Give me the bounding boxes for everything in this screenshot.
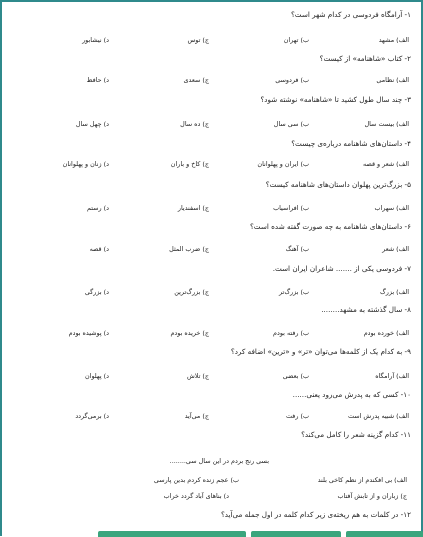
q7-option-b: ب) بزرگ‌تر (279, 288, 309, 296)
q2-option-c: ج) سعدی (183, 76, 209, 84)
q4-option-d: د) زنان و پهلوانان (62, 160, 109, 168)
q4-option-c: ج) کاخ و باران (170, 160, 209, 168)
q3-option-d: د) چهل سال (75, 120, 109, 128)
bottom-tab-bar (0, 526, 423, 536)
bottom-tab-2[interactable] (251, 531, 341, 537)
question-6: ۶- داستان‌های شاهنامه به چه صورت گفته شده است؟ (249, 222, 411, 231)
question-1: ۱- آرامگاه فردوسی در کدام شهر است؟ (290, 10, 411, 19)
q3-option-b: ب) سی سال (273, 120, 309, 128)
q1-option-c: ج) توس (187, 36, 209, 44)
question-3: ۳- چند سال طول کشید تا «شاهنامه» نوشته شود؟ (260, 95, 411, 104)
q10-option-b: ب) رفت (286, 412, 309, 420)
question-10: ۱۰- کسی که به پدرش می‌رود یعنی...... (292, 390, 411, 399)
q10-option-a: الف) شبیه پدرش است (348, 412, 409, 420)
q10-option-c: ج) می‌آید (184, 412, 209, 420)
question-11: ۱۱- کدام گزینه شعر را کامل می‌کند؟ (301, 430, 411, 439)
q7-option-d: د) بزرگی (84, 288, 109, 296)
q2-option-d: د) حافظ (86, 76, 109, 84)
q2-option-a: الف) نظامی (376, 76, 409, 84)
q8-option-b: ب) رفته بودم (273, 329, 309, 337)
q2-option-b: ب) فردوسی (275, 76, 309, 84)
question-9: ۹- به کدام یک از کلمه‌ها می‌توان «تر» و «ترین» اضافه کرد؟ (230, 347, 411, 356)
q3-option-a: الف) بیست سال (364, 120, 409, 128)
q4-option-b: ب) ایران و پهلوانان (257, 160, 309, 168)
q5-option-d: د) رستم (87, 204, 109, 212)
question-4: ۴- داستان‌های شاهنامه درباره‌ی چیست؟ (291, 139, 411, 148)
q11-option-d: د) بناهای آباد گردد خراب (163, 492, 229, 500)
q9-option-d: د) پهلوان (85, 372, 109, 380)
worksheet (4, 2, 419, 522)
q11-option-c: ج) زباران و از تابش آفتاب (337, 492, 407, 500)
q6-option-d: د) قصه (89, 245, 109, 253)
q6-option-a: الف) شعر (382, 245, 409, 253)
q11-option-b: ب) عجم زنده کردم بدین پارسی (153, 476, 239, 484)
q5-option-c: ج) اسفندیار (177, 204, 209, 212)
question-2: ۲- کتاب «شاهنامه» از کیست؟ (319, 54, 411, 63)
q10-option-d: د) برمی‌گردد (75, 412, 109, 420)
bottom-tab-1[interactable] (98, 531, 246, 537)
question-12: ۱۲- در کلمات به هم ریخته‌ی زیر کدام کلمه در اول جمله می‌آید؟ (220, 510, 411, 519)
q5-option-b: ب) افراسیاب (273, 204, 309, 212)
q9-option-a: الف) آرامگاه (375, 372, 409, 380)
q5-option-a: الف) سهراب (374, 204, 409, 212)
question-5: ۵- بزرگ‌ترین پهلوان داستان‌های شاهنامه کیست؟ (265, 180, 411, 189)
q1-option-d: د) نیشابور (82, 36, 109, 44)
q8-option-c: ج) خریده بودم (170, 329, 209, 337)
q3-option-c: ج) ده سال (180, 120, 209, 128)
q7-option-a: الف) بزرگ (380, 288, 409, 296)
q1-option-b: ب) تهران (283, 36, 309, 44)
q1-option-a: الف) مشهد (378, 36, 409, 44)
q4-option-a: الف) شعر و قصه (363, 160, 409, 168)
question-7: ۷- فردوسی یکی از ....... شاعران ایران است. (272, 264, 411, 273)
q6-option-c: ج) ضرب المثل (169, 245, 209, 253)
q6-option-b: ب) آهنگ (285, 245, 309, 253)
bottom-tab-3[interactable] (346, 531, 423, 537)
question-8: ۸- سال گذشته به مشهد........ (321, 305, 411, 314)
q7-option-c: ج) بزرگ‌ترین (174, 288, 209, 296)
poem-line: بسی رنج بردم در این سال سی........ (169, 457, 269, 465)
q9-option-b: ب) بعضی (282, 372, 309, 380)
q8-option-d: د) پوشیده بودم (68, 329, 109, 337)
q11-option-a: الف) بی افکندم از نظم کاخی بلند (317, 476, 407, 484)
q8-option-a: الف) خورده بودم (363, 329, 409, 337)
q9-option-c: ج) تلاش (186, 372, 209, 380)
